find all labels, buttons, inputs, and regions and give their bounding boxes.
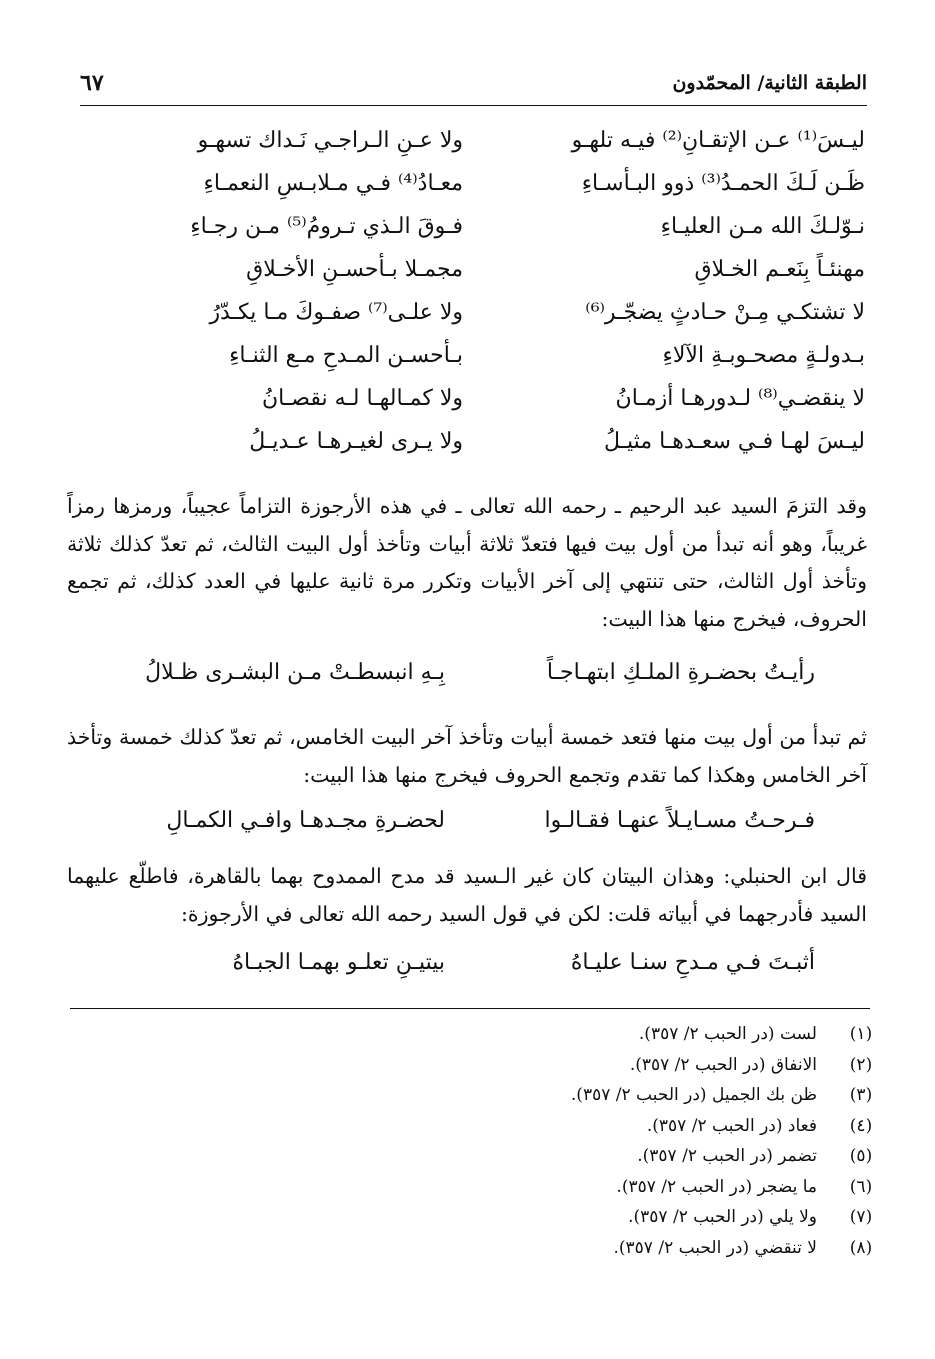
verse-1-first-hemistich: رأيـتُ بحضـرةِ الملـكِ ابتهـاجـاً bbox=[546, 660, 815, 685]
footnote bbox=[77, 1146, 877, 1177]
quoted-verse-1 bbox=[95, 660, 815, 700]
poem-left-hemistich: مجمـلا بـأحسـنِ الأخـلاقِ bbox=[246, 257, 463, 282]
footnote bbox=[77, 1116, 877, 1147]
footnote-number: (٥) bbox=[849, 1146, 873, 1166]
poem-line bbox=[108, 128, 865, 171]
verse-1-second-hemistich: بِـهِ انبسطـتْ مـن البشـرى ظـلالُ bbox=[145, 660, 445, 685]
footnote-separator bbox=[70, 1008, 870, 1009]
footnote-text: ما يضجر (در الحبب ٢/ ٣٥٧). bbox=[616, 1176, 817, 1197]
footnotes bbox=[77, 1024, 877, 1268]
poem-line bbox=[108, 343, 865, 386]
quoted-verse-2 bbox=[95, 808, 815, 848]
paragraph-1: وقد التزمَ السيد عبد الرحيم ـ رحمه الله تعالى ـ في هذه الأرجوزة التزاماً عجيباً، ورمزها رمزاً غريباً، وهو أنه تبدأ من أول بيت فيها فتعدّ ثلاثة أبيات وتأخذ أول البيت الثالث، ثم تعدّ كذلك ثلاثة وتأخذ أول الثالث، حتى تنتهي إلى آخر الأبيات وتكرر مرة ثانية عليها في العدد كذلك، ثم تجمع الحروف، فيخرج منها هذا البيت: bbox=[67, 494, 867, 631]
footnote-number: (١) bbox=[849, 1024, 873, 1044]
footnote bbox=[77, 1207, 877, 1238]
poem-left-hemistich: ولا يـرى لغيـرهـا عـديـلُ bbox=[249, 429, 463, 454]
poem-left-hemistich: فـوقَ الـذي تـرومُ⁽⁵⁾ مـن رجـاءِ bbox=[190, 214, 463, 239]
page-number: ٦٧ bbox=[80, 70, 104, 96]
footnote-text: الانفاق (در الحبب ٢/ ٣٥٧). bbox=[629, 1054, 817, 1075]
footnote-text: فعاد (در الحبب ٢/ ٣٥٧). bbox=[646, 1115, 817, 1136]
poem-right-hemistich: نـوّلـكَ الله مـن العليـاءِ bbox=[660, 214, 865, 239]
poem-right-hemistich: لا ينقضـي⁽⁸⁾ لـدورهـا أزمـانُ bbox=[615, 386, 865, 411]
verse-2-second-hemistich: لحضـرةِ مجـدهـا وافـي الكمـالِ bbox=[166, 808, 445, 833]
footnote-text: ظن بك الجميل (در الحبب ٢/ ٣٥٧). bbox=[570, 1085, 817, 1105]
poem-line bbox=[108, 257, 865, 300]
footnote-text: تضمر (در الحبب ٢/ ٣٥٧). bbox=[637, 1146, 817, 1166]
running-header bbox=[80, 62, 867, 106]
footnote bbox=[77, 1177, 877, 1208]
poem-line bbox=[108, 214, 865, 257]
verse-3-first-hemistich: أثبـتَ فـي مـدحِ سنـا عليـاهُ bbox=[570, 950, 815, 975]
poem bbox=[108, 128, 865, 472]
footnote-number: (٦) bbox=[849, 1176, 873, 1197]
verse-2-first-hemistich: فـرحـتُ مسـايـلاً عنهـا فقـالـوا bbox=[544, 808, 815, 833]
footnote-number: (٧) bbox=[849, 1207, 873, 1227]
poem-line bbox=[108, 171, 865, 214]
footnote-number: (٢) bbox=[849, 1054, 873, 1075]
paragraph-2: ثم تبدأ من أول بيت منها فتعد خمسة أبيات وتأخذ آخر البيت الخامس، ثم تعدّ كذلك خمسة وتأخذ آخر الخامس وهكذا كما تقدم وتجمع الحروف فيخرج منها هذا البيت: bbox=[67, 725, 867, 787]
footnote-text: لا تنقضي (در الحبب ٢/ ٣٥٧). bbox=[613, 1237, 817, 1258]
header-title: الطبقة الثانية/ المحمّدون bbox=[672, 72, 867, 94]
footnote-number: (٨) bbox=[849, 1237, 873, 1258]
footnote bbox=[77, 1085, 877, 1116]
poem-left-hemistich: ولا كمـالهـا لـه نقصـانُ bbox=[261, 386, 463, 411]
footnote-number: (٤) bbox=[849, 1115, 873, 1136]
poem-line bbox=[108, 429, 865, 472]
poem-right-hemistich: بـدولـةٍ مصحـوبـةِ الآلاءِ bbox=[662, 343, 865, 368]
poem-right-hemistich: ظَـن لَـكَ الحمـدُ⁽³⁾ ذوو البـأسـاءِ bbox=[581, 171, 865, 196]
footnote bbox=[77, 1024, 877, 1055]
footnote bbox=[77, 1238, 877, 1269]
poem-right-hemistich: لا تشتكـي مِـنْ حـادثٍ يضجّـر⁽⁶⁾ bbox=[585, 300, 865, 325]
footnote bbox=[77, 1055, 877, 1086]
poem-right-hemistich: ليـسَ⁽¹⁾ عـن الإتقـانِ⁽²⁾ فيـه تلهـو bbox=[571, 128, 865, 153]
verse-3-second-hemistich: بيتيـنِ تعلـو بهمـا الجبـاهُ bbox=[232, 950, 445, 975]
poem-right-hemistich: مهنئـاً بِنَعـم الخـلاقِ bbox=[694, 257, 865, 282]
quoted-verse-3 bbox=[95, 950, 815, 990]
poem-left-hemistich: معـادُ⁽⁴⁾ فـي مـلابـسِ النعمـاءِ bbox=[203, 171, 463, 196]
poem-line bbox=[108, 386, 865, 429]
poem-line bbox=[108, 300, 865, 343]
footnote-number: (٣) bbox=[849, 1085, 873, 1105]
poem-right-hemistich: ليـسَ لهـا فـي سعـدهـا مثيـلُ bbox=[603, 429, 865, 454]
poem-left-hemistich: ولا عـنِ الـراجـي نَـداك تسهـو bbox=[197, 128, 463, 153]
paragraph-3: قال ابن الحنبلي: وهذان البيتان كان غير الـسيد قد مدح الممدوح بهما بالقاهرة، فاطلّع عليهما السيد فأدرجهما في أبياته قلت: لكن في قول السيد رحمه الله تعالى في الأرجوزة: bbox=[67, 864, 867, 926]
footnote-text: ولا يلي (در الحبب ٢/ ٣٥٧). bbox=[628, 1207, 817, 1227]
poem-left-hemistich: بـأحسـن المـدحِ مـع الثنـاءِ bbox=[229, 343, 463, 368]
poem-left-hemistich: ولا علـى⁽⁷⁾ صفـوكَ مـا يكـدّرُ bbox=[209, 300, 463, 325]
footnote-text: لست (در الحبب ٢/ ٣٥٧). bbox=[638, 1024, 817, 1044]
